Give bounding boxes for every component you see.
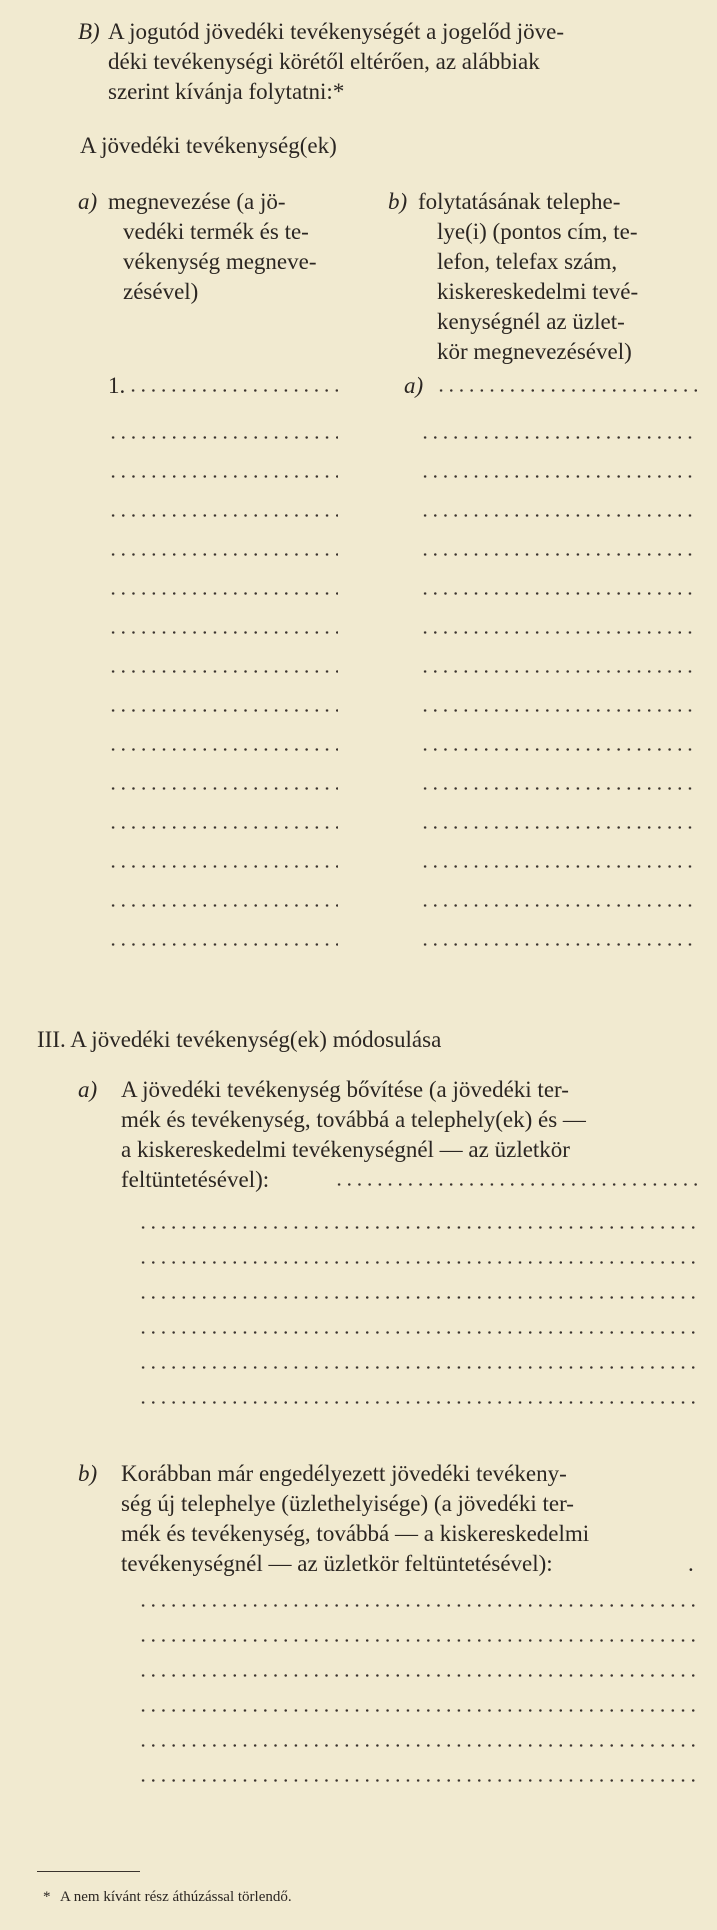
section-b-line-2: déki tevékenységi körétől eltérően, az alábbiak xyxy=(108,49,540,74)
footnote-text: A nem kívánt rész áthúzással törlendő. xyxy=(60,1889,292,1905)
dotted-fill-line xyxy=(108,432,338,442)
col-b-line-6: kör megnevezésével) xyxy=(437,339,632,364)
item-b-line-3: mék és tevékenység, továbbá — a kiskereskedelmi xyxy=(121,1521,590,1546)
col-b-line-3: lefon, telefax szám, xyxy=(437,249,618,274)
section-b-line-1: A jogutód jövedéki tevékenységét a jogelőd jöve- xyxy=(108,19,565,44)
dotted-fill-line xyxy=(108,783,338,793)
dotted-fill-line xyxy=(108,705,338,715)
item-b-line-2: ség új telephelye (üzlethelyisége) (a jövedéki ter- xyxy=(121,1491,574,1516)
item-b-line-1: Korábban már engedélyezett jövedéki tevékeny- xyxy=(121,1461,567,1486)
dotted-fill-line xyxy=(420,471,698,481)
item-a-line-4: feltüntetésével): xyxy=(121,1167,270,1192)
item-a-letter: a) xyxy=(78,1077,98,1102)
dotted-fill-line xyxy=(436,385,698,395)
item-a-line-2: mék és tevékenység, továbbá a telephely(ek) és — xyxy=(121,1107,586,1132)
col-a-line-1: megnevezése (a jö- xyxy=(108,189,286,214)
dotted-fill-line xyxy=(138,1292,698,1302)
dotted-fill-line xyxy=(138,1635,698,1645)
item-b-line-4: tevékenységnél — az üzletkör feltüntetésével): xyxy=(121,1551,553,1576)
footnote-star: * xyxy=(43,1889,51,1905)
dotted-fill-line xyxy=(420,705,698,715)
row-1-number: 1. xyxy=(108,373,126,398)
dotted-fill-line xyxy=(108,822,338,832)
dotted-fill-line xyxy=(138,1705,698,1715)
col-a-line-4: zésével) xyxy=(123,279,199,304)
row-1-sub-letter: a) xyxy=(404,373,424,398)
dotted-fill-line xyxy=(420,861,698,871)
dotted-fill-line xyxy=(420,822,698,832)
col-a-line-2: vedéki termék és te- xyxy=(123,219,309,244)
dotted-fill-line xyxy=(108,627,338,637)
dotted-fill-line xyxy=(138,1362,698,1372)
dotted-fill-line xyxy=(420,549,698,559)
item-b-trailing-dot: . xyxy=(688,1551,694,1576)
dotted-fill-line xyxy=(108,861,338,871)
dotted-fill-line xyxy=(420,783,698,793)
section-b-letter: B) xyxy=(78,19,100,44)
item-a-line-3: a kiskereskedelmi tevékenységnél — az üzletkör xyxy=(121,1137,570,1162)
section-b-line-3: szerint kívánja folytatni:* xyxy=(108,79,345,104)
dotted-fill-line xyxy=(108,900,338,910)
item-b-letter: b) xyxy=(78,1461,98,1486)
dotted-fill-line xyxy=(420,666,698,676)
dotted-fill-line xyxy=(108,588,338,598)
dotted-fill-line xyxy=(138,1327,698,1337)
col-b-line-5: kenységnél az üzlet- xyxy=(437,309,625,334)
dotted-fill-line xyxy=(108,744,338,754)
dotted-fill-line xyxy=(138,1670,698,1680)
col-b-line-4: kiskereskedelmi tevé- xyxy=(437,279,639,304)
dotted-fill-line xyxy=(420,510,698,520)
dotted-fill-line xyxy=(138,1775,698,1785)
col-b-letter: b) xyxy=(388,189,408,214)
dotted-fill-line xyxy=(420,939,698,949)
dotted-fill-line xyxy=(138,1257,698,1267)
dotted-fill-line xyxy=(138,1397,698,1407)
dotted-fill-line xyxy=(128,385,338,395)
dotted-fill-line xyxy=(108,939,338,949)
dotted-fill-line xyxy=(108,510,338,520)
dotted-fill-line xyxy=(334,1179,698,1189)
item-a-line-1: A jövedéki tevékenység bővítése (a jövedéki ter- xyxy=(121,1077,569,1102)
dotted-fill-line xyxy=(420,588,698,598)
col-a-letter: a) xyxy=(78,189,98,214)
dotted-fill-line xyxy=(108,471,338,481)
activity-heading: A jövedéki tevékenység(ek) xyxy=(80,133,337,158)
col-b-line-1: folytatásának telephe- xyxy=(418,189,621,214)
dotted-fill-line xyxy=(138,1600,698,1610)
dotted-fill-line xyxy=(420,900,698,910)
dotted-fill-line xyxy=(138,1740,698,1750)
dotted-fill-line xyxy=(108,549,338,559)
footnote-rule xyxy=(37,1871,140,1872)
dotted-fill-line xyxy=(420,744,698,754)
dotted-fill-line xyxy=(108,666,338,676)
col-b-line-2: lye(i) (pontos cím, te- xyxy=(437,219,638,244)
section-iii-title: III. A jövedéki tevékenység(ek) módosulása xyxy=(37,1027,442,1052)
col-a-line-3: vékenység megneve- xyxy=(123,249,317,274)
dotted-fill-line xyxy=(138,1222,698,1232)
dotted-fill-line xyxy=(420,627,698,637)
dotted-fill-line xyxy=(420,432,698,442)
